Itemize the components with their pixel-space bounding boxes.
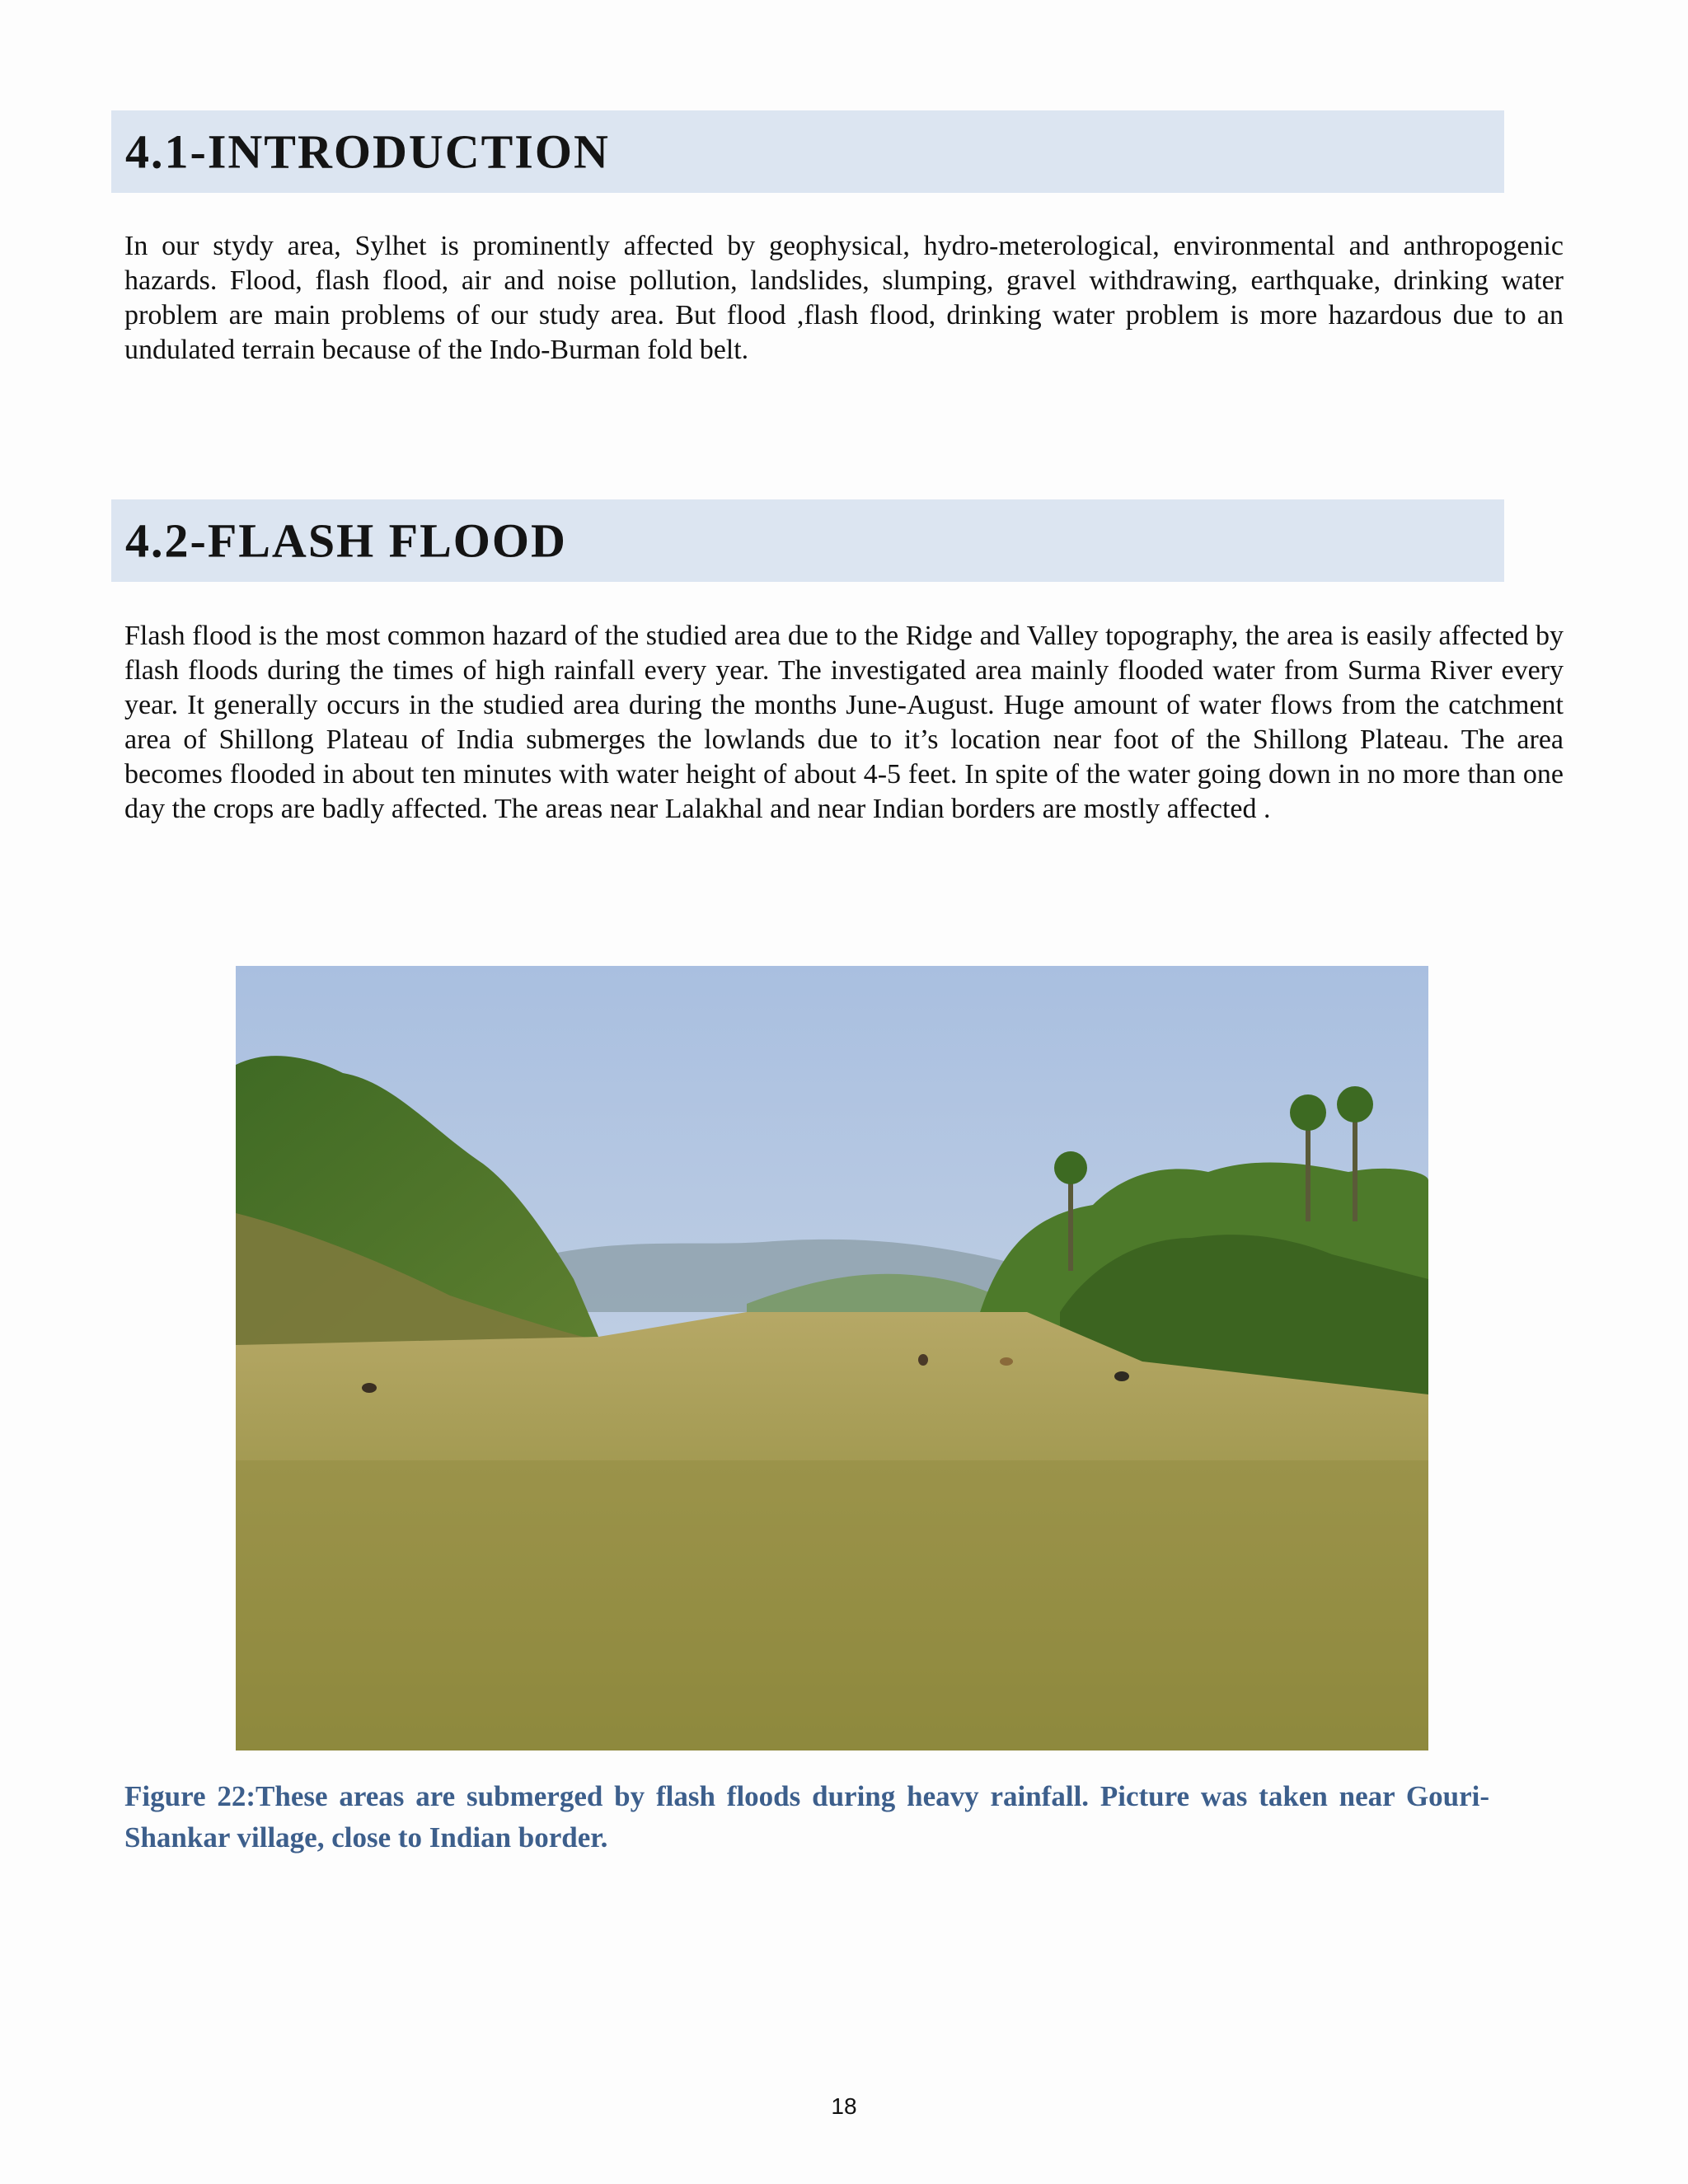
introduction-paragraph: In our stydy area, Sylhet is prominently affected by geophysical, hydro-meterological, environmental and anthropogenic hazards. Flood, flash flood, air and noise pollution, landslides, slumping, gravel withdrawing, earthquake, drinking water problem are main problems of our study area. But flood ,flash flood, drinking water problem is more hazardous due to an undulated terrain because of the Indo-Burman fold belt.: [124, 231, 1564, 365]
section-heading-introduction: 4.1-INTRODUCTION: [125, 124, 610, 179]
section-heading-band: [111, 499, 1504, 582]
figure-photo-valley-field: [236, 966, 1428, 1750]
page-number: 18: [831, 2093, 857, 2119]
section-heading-band: [111, 110, 1504, 193]
section-heading-flash-flood: 4.2-FLASH FLOOD: [125, 513, 567, 568]
flash-flood-paragraph: Flash flood is the most common hazard of the studied area due to the Ridge and Valley topography, the area is easily affected by flash floods during the times of high rainfall every year. The investigated area mainly flooded water from Surma River every year. It generally occurs in the studied area during the months June-August. Huge amount of water flows from the catchment area of Shillong Plateau of India submerges the lowlands due to it’s location near foot of the Shillong Plateau. The area becomes flooded in about ten minutes with water height of about 4-5 feet. In spite of the water going down in no more than one day the crops are badly affected. The areas near Lalakhal and near Indian borders are mostly affected .: [124, 621, 1564, 824]
figure-caption: Figure 22:These areas are submerged by flash floods during heavy rainfall. Picture was taken near Gouri-Shankar village, close to Indian border.: [124, 1780, 1489, 1854]
